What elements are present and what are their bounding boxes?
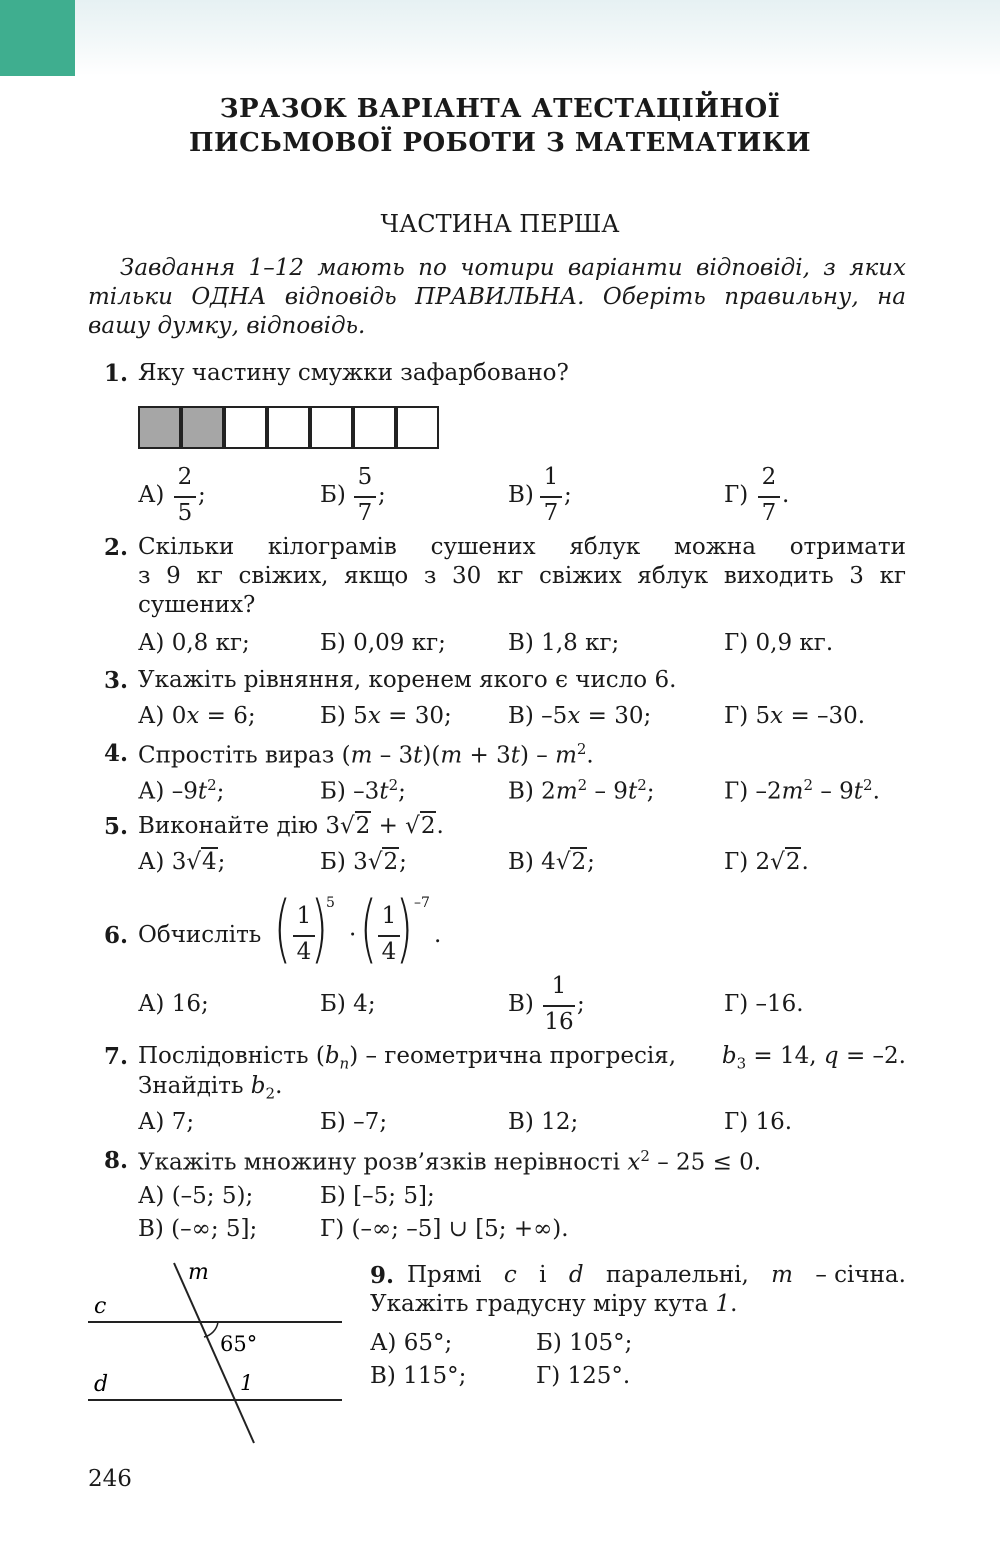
q4-option-c: В) $2m^2 - 9t^2$; [508,776,655,805]
q2-option-d: Г) 0,9 кг. [724,630,834,656]
q2-option-a: А) 0,8 кг; [138,630,250,656]
q5-option-b: Б) 3√2; [320,849,407,875]
title-line-1: ЗРАЗОК ВАРІАНТА АТЕСТАЦІЙНОЇ [219,94,781,124]
q9-option-d: Г) 125°. [536,1363,631,1389]
q9-number: 9. [370,1262,395,1289]
q3-option-d: Г) 5x = –30. [724,703,866,729]
q5-text: Виконайте дію 3√2 + √2. [138,813,444,839]
instructions-line-1: Завдання 1–12 мають по чотири варіанти відповіді, з яких [120,255,906,281]
instructions-line-3: вашу думку, відповідь. [88,313,366,339]
q1-number: 1. [104,360,129,387]
q8-option-d: Г) (–∞; –5] ∪ [5; +∞). [320,1216,569,1242]
q3-option-a: А) 0x = 6; [138,703,256,729]
label-m: m [188,1260,209,1285]
instructions-line-2: тільки ОДНА відповідь ПРАВИЛЬНА. Оберіть правильну, на [88,284,906,310]
q7-option-c: В) 12; [508,1109,579,1135]
q7-option-b: Б) –7; [320,1109,388,1135]
q8-number: 8. [104,1147,129,1174]
q3-number: 3. [104,667,129,694]
q5-option-c: В) 4√2; [508,849,595,875]
q7-number: 7. [104,1043,129,1070]
strip-cell-shaded [138,406,181,449]
q8-option-b: Б) [–5; 5]; [320,1183,435,1209]
strip-cell [353,406,396,449]
label-angle-65: 65° [220,1332,258,1356]
q5-option-d: Г) 2√2. [724,849,809,875]
q3-text: Укажіть рівняння, коренем якого є число 6. [138,667,677,693]
q9-option-a: А) 65°; [370,1330,453,1356]
q9-option-b: Б) 105°; [536,1330,633,1356]
strip-cell [396,406,439,449]
q8-option-a: А) (–5; 5); [138,1183,254,1209]
q4-text: Спростіть вираз $(m - 3t)(m + 3t) - m^2$. [138,740,594,769]
q7-text-line-1: Послідовність $(b_n)$ – геометрична прогресія, $b_3 = 14$, q = –2. [138,1043,906,1073]
q6-number: 6. [104,922,129,949]
q6-option-a: А) 16; [138,991,209,1017]
q9-text-line-2: Укажіть градусну міру кута 1. [370,1291,738,1317]
q2-text-line-1: Скільки кілограмів сушених яблук можна отримати [138,534,906,560]
strip-cell [310,406,353,449]
strip-cell [224,406,267,449]
strip-cell [267,406,310,449]
q2-option-b: Б) 0,09 кг; [320,630,446,656]
title-line-2: ПИСЬМОВОЇ РОБОТИ З МАТЕМАТИКИ [188,128,812,158]
header-band [0,0,1000,76]
q4-option-d: Г) $-2m^2 - 9t^2$. [724,776,880,805]
q2-text-line-2: з 9 кг свіжих, якщо з 30 кг свіжих яблук виходить 3 кг [138,563,906,589]
q1-text: Яку частину смужки зафарбовано? [138,360,569,386]
q4-number: 4. [104,740,129,767]
page-number: 246 [88,1466,132,1492]
q4-option-a: А) $-9t^2$; [138,776,225,805]
q2-number: 2. [104,534,129,561]
label-d: d [94,1372,109,1397]
q3-option-b: Б) 5x = 30; [320,703,452,729]
q7-option-d: Г) 16. [724,1109,793,1135]
q5-number: 5. [104,813,129,840]
part-heading: ЧАСТИНА ПЕРША [380,210,620,238]
q9-option-c: В) 115°; [370,1363,467,1389]
q6-option-b: Б) 4; [320,991,376,1017]
section-tab [0,0,75,76]
strip-cell-shaded [181,406,224,449]
label-angle-1: 1 [240,1371,254,1395]
q9-text-line-1: Прямі c і d паралельні, m – січна. [407,1262,906,1288]
q6-text: Обчисліть [138,922,262,948]
q7-text-line-2: Знайдіть $b_2$. [138,1073,283,1103]
q8-option-c: В) (–∞; 5]; [138,1216,258,1242]
q2-option-c: В) 1,8 кг; [508,630,620,656]
label-c: c [94,1294,107,1319]
q9-figure [80,1255,350,1450]
q8-text: Укажіть множину розв’язків нерівності $x^2 - 25 \le 0$. [138,1147,762,1176]
q7-option-a: А) 7; [138,1109,195,1135]
q2-text-line-3: сушених? [138,592,256,618]
q3-option-c: В) –5x = 30; [508,703,652,729]
q4-option-b: Б) $-3t^2$; [320,776,406,805]
q5-option-a: А) 3√4; [138,849,226,875]
q6-option-d: Г) –16. [724,991,804,1017]
